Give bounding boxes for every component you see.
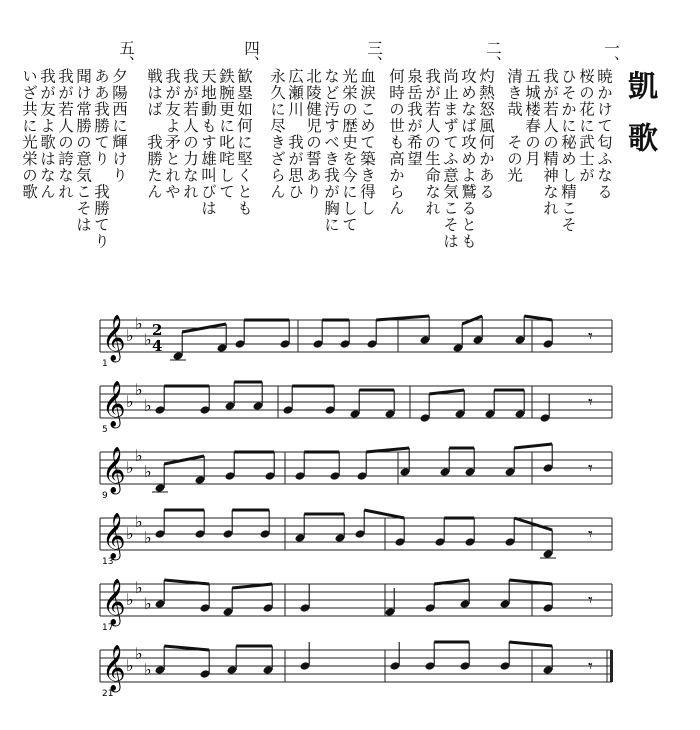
measure-number: 21 [102,689,114,699]
flat-icon: ♭ [126,524,134,543]
treble-clef-icon: 𝄞 [102,447,126,493]
lyric-line: 光栄の歴史を今にして [340,68,358,233]
flat-icon: ♭ [126,326,134,345]
lyric-line: 攻めなば攻めよ鷲るとも [459,68,477,250]
lyric-line: 暁かけて匂ふなる [595,68,613,200]
lyric-line: 広瀬川 我が思ひ [286,68,304,200]
note-beam [164,580,209,584]
note-beam [232,584,272,588]
measure-number: 17 [102,623,114,633]
flat-icon: ♭ [126,458,134,477]
flat-icon: ♭ [144,396,152,415]
treble-clef-icon: 𝄞 [102,315,126,361]
lyric-line: 永久に尽きざらん [268,68,286,200]
flat-icon: ♭ [135,380,143,399]
note-beam [164,646,209,650]
treble-clef-icon: 𝄞 [102,513,126,559]
lyric-line: 我が友よ歌はなん [38,68,56,200]
note-beam [434,580,469,584]
flat-icon: ♭ [135,644,143,663]
lyric-line: 我が若人の力なれ [181,68,199,200]
measure-number: 1 [102,359,108,369]
eighth-rest-icon: 𝄾 [588,326,593,347]
lyric-line: 我が若人の誇なれ [56,68,74,200]
sheet-music [0,290,700,730]
verse-number: 一、 [602,40,620,71]
flat-icon: ♭ [126,656,134,675]
time-signature-top: 2 [152,321,163,339]
flat-icon: ♭ [144,594,152,613]
note-beam [509,580,552,584]
flat-icon: ♭ [135,578,143,597]
note-beam [524,316,552,320]
flat-icon: ♭ [144,330,152,349]
lyric-line: 灼熱怒風何かある [477,68,495,200]
eighth-rest-icon: 𝄾 [588,458,593,479]
lyric-line: 尚止まずてふ意気こそは [441,68,459,250]
lyric-line: 北陵健児の誓あり [304,68,322,200]
lyric-line: 血涙こめて築き得し [358,68,376,217]
measure-number: 13 [102,557,114,567]
treble-clef-icon: 𝄞 [102,645,126,691]
verse-number: 五、 [117,40,135,71]
lyric-line: 戦はば 我勝たん [145,68,163,200]
lyric-line: 歓塁如何に堅くとも [235,68,253,217]
flat-icon: ♭ [135,446,143,465]
lyric-line: 我が若人の生命なれ [423,68,441,217]
verse-number: 二、 [484,40,502,71]
eighth-rest-icon: 𝄾 [588,590,593,611]
lyric-line: 何時の世も高からん [387,68,405,217]
lyric-line: ひそかに秘めし精こそ [559,68,577,233]
eighth-rest-icon: 𝄾 [588,656,593,677]
lyric-line: 聞け常勝の意気こそは [74,68,92,233]
lyric-line: 五城楼春の月 [523,68,541,167]
note-beam [366,448,409,452]
lyric-line: 清き哉 その光 [505,68,523,184]
lyric-line: など汚すべき我が胸に [322,68,340,233]
flat-icon: ♭ [126,392,134,411]
verse-number: 四、 [242,40,260,71]
note-beam [514,444,552,448]
flat-icon: ♭ [144,462,152,481]
flat-icon: ♭ [144,528,152,547]
lyric-line: いざ共に光栄の歌 [20,68,38,200]
flat-icon: ♭ [144,660,152,679]
eighth-rest-icon: 𝄾 [588,524,593,545]
note-beam [514,518,552,530]
measure-number: 9 [102,491,108,501]
verse-number: 三、 [365,40,383,71]
lyric-line: 天地動もす雄叫びは [199,68,217,217]
lyric-line: 我が友よ矛とれや [163,68,181,200]
time-signature-bottom: 4 [152,337,163,355]
flat-icon: ♭ [135,314,143,333]
lyric-line: ああ我勝てり 我勝てり [92,68,110,250]
lyric-line: 夕陽西に輝けり [110,68,128,184]
note-beam [364,510,404,518]
flat-icon: ♭ [126,590,134,609]
eighth-rest-icon: 𝄾 [588,392,593,413]
lyric-line: 鉄腕更に叱咤して [217,68,235,200]
lyric-line: 桜の花に武士が [577,68,595,184]
lyrics-block [20,40,630,250]
lyric-line: 泉岳我が希望 [405,68,423,167]
treble-clef-icon: 𝄞 [102,381,126,427]
note-beam [429,390,464,394]
final-bar-thick [610,650,613,682]
flat-icon: ♭ [135,512,143,531]
lyric-line: 我が若人の精神なれ [541,68,559,217]
note-beam [376,316,429,320]
note-beam [509,642,552,646]
treble-clef-icon: 𝄞 [102,579,126,625]
song-title: 凱歌 [622,70,657,174]
measure-number: 5 [102,425,108,435]
